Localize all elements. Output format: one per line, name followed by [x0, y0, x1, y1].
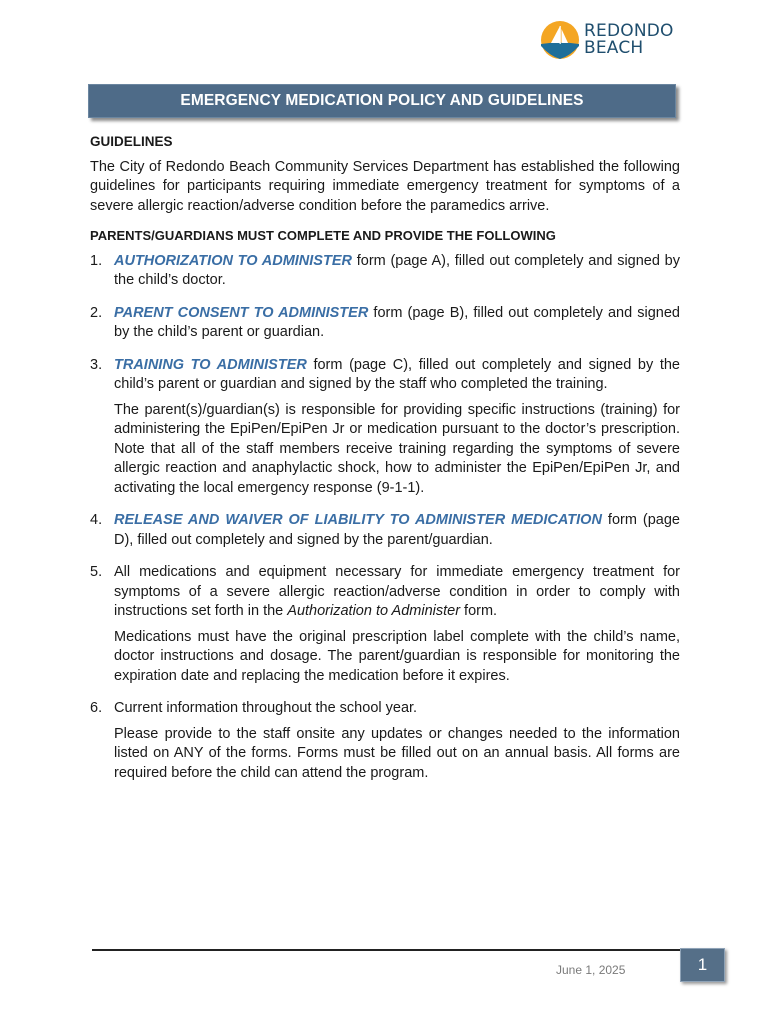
item-text: All medications and equipment necessary for immediate emergency treatment for symptoms of a severe allergic reaction/adverse condition in order to comply with instructions set forth in the: [114, 564, 680, 619]
requirements-heading: PARENTS/GUARDIANS MUST COMPLETE AND PROVIDE THE FOLLOWING: [90, 228, 556, 243]
requirements-list: [90, 252, 680, 784]
list-item: [90, 252, 680, 291]
logo-line-2: BEACH: [584, 38, 644, 58]
list-item: [90, 563, 680, 686]
list-item: [90, 304, 680, 343]
logo-line-1: REDONDO: [584, 21, 674, 41]
footer-divider: [92, 949, 682, 951]
redondo-beach-logo: [540, 20, 680, 60]
form-name-release-waiver: RELEASE AND WAIVER OF LIABILITY TO ADMINISTER MEDICATION: [114, 512, 602, 528]
item-text-italic: Authorization to Administer: [287, 603, 461, 619]
item-text: form (page A), filled out completely and signed by the child’s doctor.: [114, 252, 680, 288]
item-text: form (page C), filled out completely and signed by the child’s parent or guardian and signed by the staff who completed the training.: [114, 356, 680, 392]
list-item: [90, 356, 680, 499]
item-number: 1.: [90, 252, 103, 269]
title-banner: [88, 84, 676, 118]
list-item: [90, 699, 680, 783]
item-number: 2.: [90, 304, 103, 321]
form-name-authorization: AUTHORIZATION TO ADMINISTER: [114, 252, 352, 269]
form-name-parent-consent: PARENT CONSENT TO ADMINISTER: [114, 304, 369, 321]
item-subtext: The parent(s)/guardian(s) is responsible for providing specific instructions (training) for administering the EpiPen/EpiPen Jr or medication pursuant to the doctor’s prescription. Note that all of the staff members receive training regarding the symptoms of severe allergic reaction and anaphylactic shock, how to administer the EpiPen/EpiPen Jr, and activating the local emergency response (9-1-1).: [114, 401, 680, 496]
item-number: 6.: [90, 700, 103, 716]
sailboat-sun-icon: [540, 20, 580, 60]
item-text-after: form.: [460, 603, 498, 619]
item-subtext: Medications must have the original prescription label complete with the child’s name, doctor instructions and dosage. The parent/guardian is responsible for monitoring the expiration date and replacing the medication before it expires.: [114, 628, 680, 684]
list-item: [90, 511, 680, 550]
item-number: 5.: [90, 564, 103, 580]
logo-wordmark: [584, 23, 674, 57]
item-text: form (page D), filled out completely and signed by the parent/guardian.: [114, 512, 680, 548]
page-title: EMERGENCY MEDICATION POLICY AND GUIDELINES: [180, 92, 584, 109]
item-subtext: Please provide to the staff onsite any updates or changes needed to the information listed on ANY of the forms. Forms must be filled out on an annual basis. All forms are required before the child can attend the program.: [114, 725, 680, 781]
guidelines-heading: GUIDELINES: [90, 134, 173, 149]
item-text: Current information throughout the school year.: [114, 700, 418, 716]
form-name-training: TRAINING TO ADMINISTER: [114, 356, 307, 373]
item-number: 3.: [90, 356, 103, 373]
item-text: form (page B), filled out completely and signed by the child’s parent or guardian.: [114, 304, 680, 340]
guidelines-intro: The City of Redondo Beach Community Services Department has established the following guidelines for participants requiring immediate emergency treatment for symptoms of a severe allergic reaction/adverse condition before the paramedics arrive.: [90, 158, 680, 214]
document-body: [90, 132, 680, 796]
item-number: 4.: [90, 512, 103, 528]
footer-date: June 1, 2025: [556, 963, 626, 977]
page-number: 1: [680, 948, 725, 982]
